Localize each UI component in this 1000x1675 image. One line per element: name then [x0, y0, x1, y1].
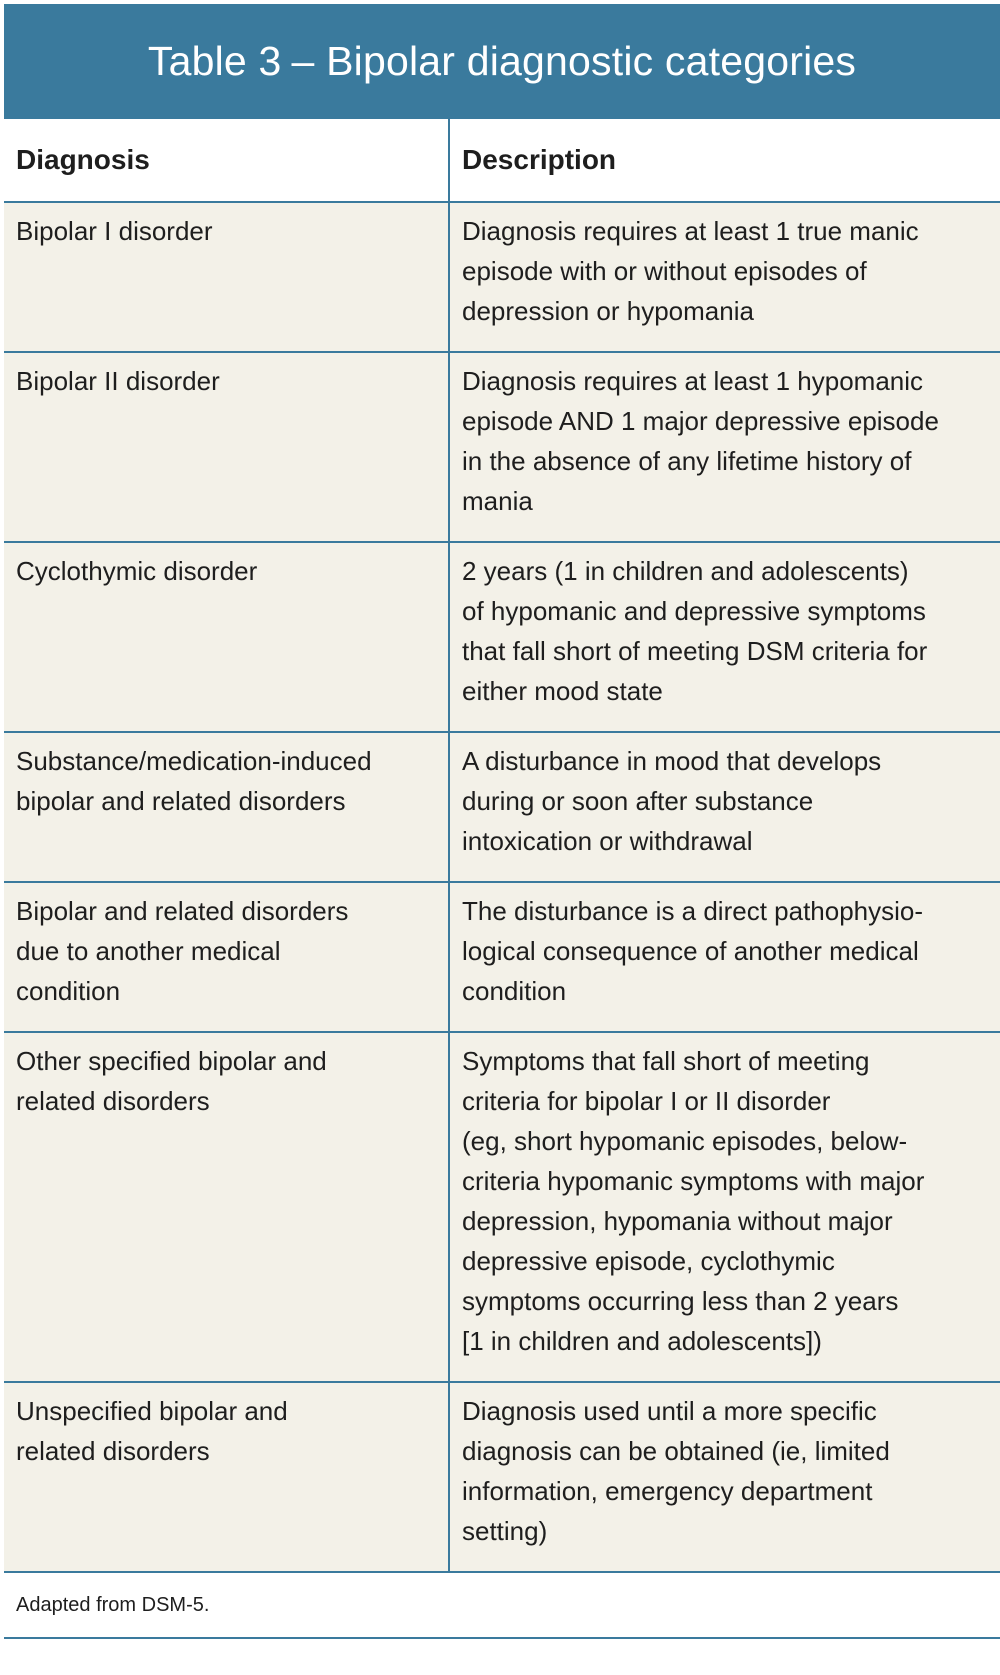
description-cell: The disturbance is a direct pathophysio- logical consequence of another medical condition — [449, 882, 1000, 1032]
description-cell: Symptoms that fall short of meeting criteria for bipolar I or II disorder (eg, short hypomanic episodes, below- criteria hypomanic symptoms with major depression, hypomania without major depressive episode, cyclothymic symptoms occurring less than 2 years [1 in children and adolescents]) — [449, 1032, 1000, 1382]
table-container — [4, 4, 1000, 1639]
diagnosis-cell: Substance/medication-induced bipolar and related disorders — [4, 732, 449, 882]
description-cell: Diagnosis requires at least 1 true manic episode with or without episodes of depression or hypomania — [449, 202, 1000, 352]
description-cell: A disturbance in mood that develops during or soon after substance intoxication or withdrawal — [449, 732, 1000, 882]
diagnostic-table — [4, 119, 1000, 1573]
diagnosis-cell: Bipolar and related disorders due to another medical condition — [4, 882, 449, 1032]
diagnosis-cell: Bipolar II disorder — [4, 352, 449, 542]
table-row — [4, 882, 1000, 1032]
diagnosis-cell: Other specified bipolar and related disorders — [4, 1032, 449, 1382]
table-row — [4, 1382, 1000, 1572]
description-cell: Diagnosis requires at least 1 hypomanic episode AND 1 major depressive episode in the absence of any lifetime history of mania — [449, 352, 1000, 542]
table-footnote: Adapted from DSM-5. — [4, 1573, 1000, 1639]
table-number: Table 3 — [147, 38, 282, 84]
header-row — [4, 119, 1000, 202]
table-row — [4, 1032, 1000, 1382]
diagnosis-cell: Cyclothymic disorder — [4, 542, 449, 732]
table-row — [4, 352, 1000, 542]
table-row — [4, 732, 1000, 882]
header-diagnosis: Diagnosis — [4, 119, 449, 202]
table-title: – Bipolar diagnostic categories — [291, 38, 857, 84]
diagnosis-cell: Unspecified bipolar and related disorders — [4, 1382, 449, 1572]
header-description: Description — [449, 119, 1000, 202]
description-cell: 2 years (1 in children and adolescents) of hypomanic and depressive symptoms that fall short of meeting DSM criteria for either mood state — [449, 542, 1000, 732]
description-cell: Diagnosis used until a more specific diagnosis can be obtained (ie, limited information, emergency department setting) — [449, 1382, 1000, 1572]
table-row — [4, 542, 1000, 732]
table-row — [4, 202, 1000, 352]
diagnosis-cell: Bipolar I disorder — [4, 202, 449, 352]
table-title-bar — [4, 4, 1000, 119]
